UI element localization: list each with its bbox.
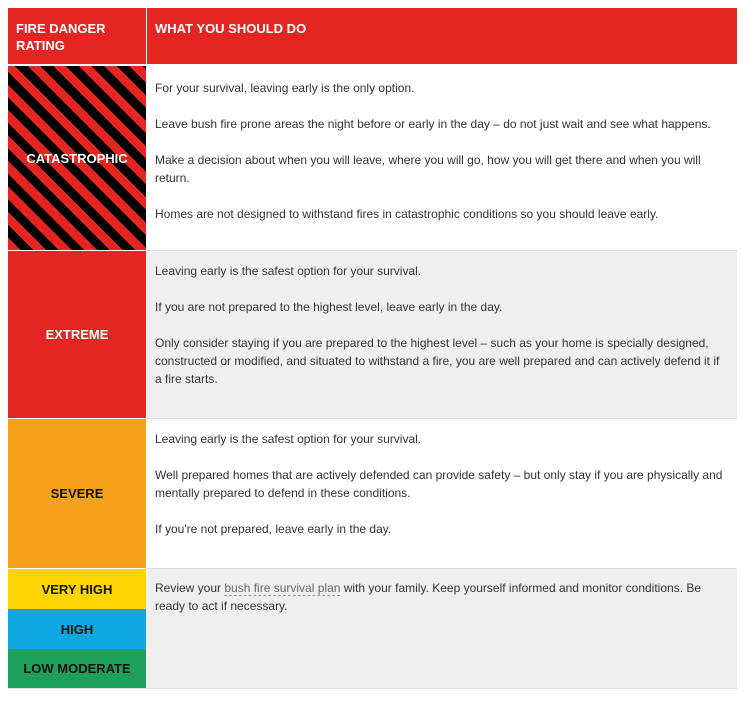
rating-severe — [8, 419, 146, 568]
rating-very-high — [8, 569, 146, 609]
table-bottom-border — [8, 688, 737, 689]
severe-text-3: If you're not prepared, leave early in the day. — [155, 522, 392, 536]
lower-text-after: with your family. Keep yourself informed and monitor conditions. Be ready to act if necessary. — [155, 581, 702, 613]
rating-low-moderate-label: LOW MODERATE — [23, 661, 131, 676]
catastrophic-text-3: Make a decision about when you will leave, where you will go, how you will get there and when you will return. — [155, 153, 701, 185]
extreme-description — [147, 251, 737, 418]
catastrophic-text-4: Homes are not designed to withstand fires in catastrophic conditions so you should leave early. — [155, 207, 659, 221]
catastrophic-text-2: Leave bush fire prone areas the night before or early in the day – do not just wait and see what happens. — [155, 117, 711, 131]
extreme-text-2: If you are not prepared to the highest level, leave early in the day. — [155, 300, 503, 314]
rating-very-high-label: VERY HIGH — [41, 581, 113, 597]
rating-column-header: FIRE DANGER RATING — [8, 8, 146, 64]
rating-high-label: HIGH — [60, 621, 94, 637]
severe-text-2: Well prepared homes that are actively defended can provide safety – but only stay if you are physically and mentally prepared to defend in these conditions. — [155, 468, 723, 500]
action-column-header: WHAT YOU SHOULD DO — [147, 8, 737, 64]
rating-high — [8, 609, 146, 649]
rating-catastrophic — [8, 66, 146, 250]
bush-fire-survival-plan-link[interactable]: bush fire survival plan — [224, 581, 341, 595]
rating-severe-label: SEVERE — [50, 486, 104, 501]
extreme-text-1: Leaving early is the safest option for your survival. — [155, 264, 422, 278]
rating-low-moderate — [8, 649, 146, 688]
rating-extreme — [8, 251, 146, 418]
rating-extreme-label: EXTREME — [45, 327, 109, 342]
lower-text-before: Review your — [155, 581, 225, 595]
catastrophic-text-1: For your survival, leaving early is the only option. — [155, 81, 415, 95]
catastrophic-description — [147, 66, 737, 250]
extreme-text-3: Only consider staying if you are prepared to the highest level – such as your home is specially designed, constructed or modified, and situated to withstand a fire, you are well prepared and can actively defend it if a fire starts. — [155, 336, 720, 386]
lower-ratings-text — [155, 579, 729, 615]
severe-description — [147, 419, 737, 568]
rating-catastrophic-label: CATASTROPHIC — [26, 150, 128, 166]
severe-text-1: Leaving early is the safest option for your survival. — [155, 432, 422, 446]
lower-ratings-description — [147, 569, 737, 688]
